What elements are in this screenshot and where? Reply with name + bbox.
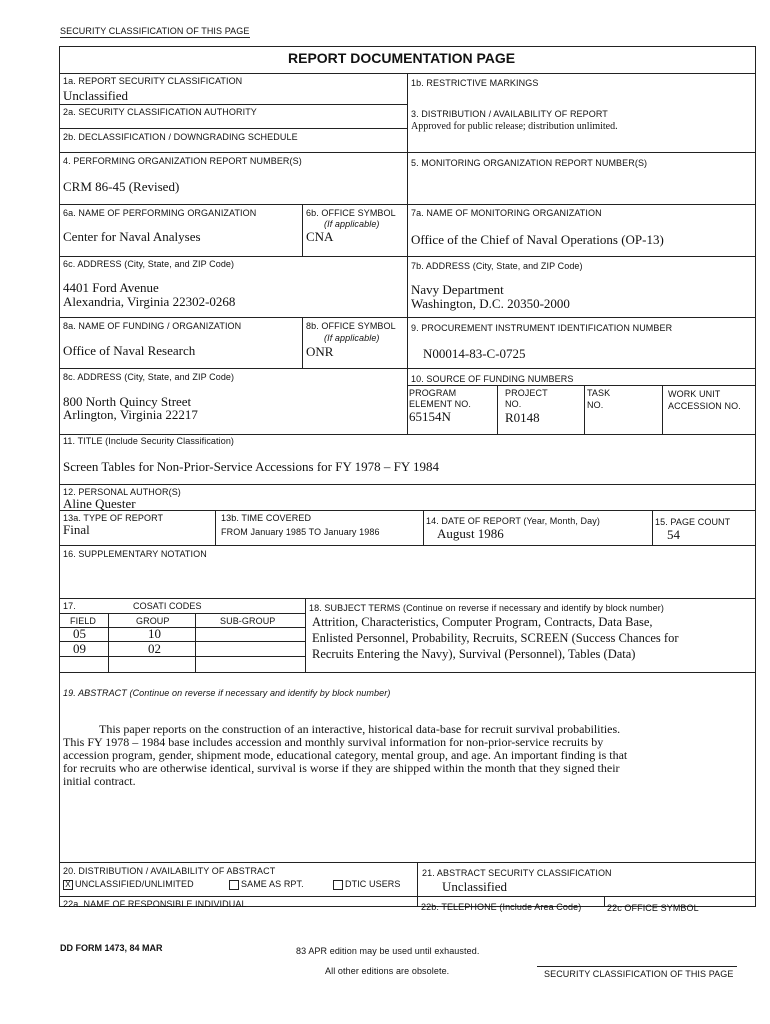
b10-work-l1: WORK UNIT (668, 389, 721, 399)
b19-line5: initial contract. (63, 774, 136, 788)
footer-note-1: 83 APR edition may be used until exhausted. (296, 946, 480, 956)
b20-option-same-as-rpt[interactable] (229, 879, 304, 890)
frame-right (755, 46, 756, 906)
divider (60, 37, 250, 38)
b7b-label: 7b. ADDRESS (City, State, and ZIP Code) (411, 261, 583, 271)
b17-col-field: FIELD (70, 616, 97, 626)
b19-label: 19. ABSTRACT (Continue on reverse if necessary and identify by block number) (63, 688, 391, 698)
b6b-sub: (If applicable) (324, 219, 380, 229)
divider (537, 966, 737, 967)
b1a-label: 1a. REPORT SECURITY CLASSIFICATION (63, 76, 243, 86)
b17-row1-group: 10 (148, 626, 161, 641)
checkbox-icon[interactable] (333, 880, 343, 890)
b10-project-l1: PROJECT (505, 388, 548, 398)
b8b-value: ONR (306, 344, 334, 359)
b6c-line1: 4401 Ford Avenue (63, 280, 159, 295)
b8a-value: Office of Naval Research (63, 343, 196, 358)
b20-opt3-label: DTIC USERS (345, 879, 401, 889)
b8a-label: 8a. NAME OF FUNDING / ORGANIZATION (63, 321, 242, 331)
b6a-label: 6a. NAME OF PERFORMING ORGANIZATION (63, 208, 257, 218)
checkbox-icon[interactable] (229, 880, 239, 890)
b2a-label: 2a. SECURITY CLASSIFICATION AUTHORITY (63, 107, 257, 117)
b19-line4: for recruits who are otherwise identical, survival is worse if they are shipped within the month that they signed their (63, 761, 620, 775)
b21-label: 21. ABSTRACT SECURITY CLASSIFICATION (422, 868, 612, 878)
b20-label: 20. DISTRIBUTION / AVAILABILITY OF ABSTRACT (63, 866, 276, 876)
b4-value: CRM 86-45 (Revised) (63, 179, 180, 194)
b18-line2: Enlisted Personnel, Probability, Recruits, SCREEN (Success Chances for (312, 631, 679, 645)
b10-label: 10. SOURCE OF FUNDING NUMBERS (411, 374, 574, 384)
b7b-line1: Navy Department (411, 282, 504, 297)
frame-left (59, 46, 60, 906)
b11-value: Screen Tables for Non-Prior-Service Accessions for FY 1978 – FY 1984 (63, 459, 440, 474)
b5-label: 5. MONITORING ORGANIZATION REPORT NUMBER(S) (411, 158, 648, 168)
b10-task-l1: TASK (587, 388, 611, 398)
b14-value: August 1986 (437, 526, 504, 541)
b6b-label: 6b. OFFICE SYMBOL (306, 208, 396, 218)
b8b-label: 8b. OFFICE SYMBOL (306, 321, 396, 331)
b8b-sub: (If applicable) (324, 333, 380, 343)
frame-top (59, 46, 756, 47)
b12-label: 12. PERSONAL AUTHOR(S) (63, 487, 181, 497)
b13a-label: 13a. TYPE OF REPORT (63, 513, 164, 523)
b22b-label: 22b. TELEPHONE (Include Area Code) (421, 902, 582, 912)
b14-label: 14. DATE OF REPORT (Year, Month, Day) (426, 516, 600, 526)
b10-program-l2: ELEMENT NO. (409, 399, 471, 409)
b20-opt2-label: SAME AS RPT. (241, 879, 304, 889)
b19-line2: This FY 1978 – 1984 base includes accession and monthly survival information for non-prior-service recruits by (63, 735, 604, 749)
b6c-line2: Alexandria, Virginia 22302-0268 (63, 294, 236, 309)
b17-col-subgroup: SUB-GROUP (220, 616, 276, 626)
b7a-value: Office of the Chief of Naval Operations (OP-13) (411, 232, 664, 247)
b18-label: 18. SUBJECT TERMS (Continue on reverse if necessary and identify by block number) (309, 603, 664, 613)
b2b-label: 2b. DECLASSIFICATION / DOWNGRADING SCHEDULE (63, 132, 298, 142)
b10-program-l1: PROGRAM (409, 388, 457, 398)
b12-value: Aline Quester (63, 496, 136, 511)
header-security-classification: SECURITY CLASSIFICATION OF THIS PAGE (60, 26, 250, 36)
b17-col-group: GROUP (136, 616, 170, 626)
b18-line1: Attrition, Characteristics, Computer Program, Contracts, Data Base, (312, 615, 653, 629)
b15-label: 15. PAGE COUNT (655, 517, 731, 527)
b22c-label: 22c OFFICE SYMBOL (607, 903, 699, 913)
b17-number: 17. (63, 601, 76, 611)
b6c-label: 6c. ADDRESS (City, State, and ZIP Code) (63, 259, 235, 269)
b4-label: 4. PERFORMING ORGANIZATION REPORT NUMBER(S) (63, 156, 302, 166)
b9-value: N00014-83-C-0725 (423, 346, 526, 361)
b19-line1: This paper reports on the construction of an interactive, historical data-base for recruit survival probabilities. (99, 722, 621, 736)
b10-program-value: 65154N (409, 409, 451, 424)
b17-title: COSATI CODES (133, 601, 202, 611)
b10-project-value: R0148 (505, 410, 540, 425)
b19-line3: accession program, gender, shipment mode, educational category, mental group, and age. An important finding is that (63, 748, 628, 762)
b1b-label: 1b. RESTRICTIVE MARKINGS (411, 78, 539, 88)
page-title: REPORT DOCUMENTATION PAGE (288, 50, 516, 66)
b13a-value: Final (63, 522, 90, 537)
footer-note-2: All other editions are obsolete. (325, 966, 450, 976)
b3-label: 3. DISTRIBUTION / AVAILABILITY OF REPORT (411, 109, 608, 119)
b9-label: 9. PROCUREMENT INSTRUMENT IDENTIFICATION NUMBER (411, 323, 673, 333)
b6a-value: Center for Naval Analyses (63, 229, 201, 244)
checkbox-checked-icon[interactable]: X (63, 880, 73, 890)
b7a-label: 7a. NAME OF MONITORING ORGANIZATION (411, 208, 602, 218)
b13b-value: FROM January 1985 TO January 1986 (221, 527, 380, 537)
b6b-value: CNA (306, 229, 334, 244)
b10-task-l2: NO. (587, 400, 604, 410)
b22a-label: 22a. NAME OF RESPONSIBLE INDIVIDUAL (63, 899, 247, 909)
b8c-label: 8c. ADDRESS (City, State, and ZIP Code) (63, 372, 235, 382)
b20-option-unclassified[interactable] (63, 879, 194, 890)
b8c-line1: 800 North Quincy Street (63, 394, 192, 409)
b18-line3: Recruits Entering the Navy), Survival (Personnel), Tables (Data) (312, 647, 636, 661)
b8c-line2: Arlington, Virginia 22217 (63, 407, 198, 422)
b10-project-l2: NO. (505, 399, 522, 409)
b15-value: 54 (667, 527, 680, 542)
b17-row2-field: 09 (73, 641, 86, 656)
b16-label: 16. SUPPLEMENTARY NOTATION (63, 549, 207, 559)
b7b-line2: Washington, D.C. 20350-2000 (411, 296, 570, 311)
b10-work-l2: ACCESSION NO. (668, 401, 741, 411)
b13b-label: 13b. TIME COVERED (221, 513, 312, 523)
b20-opt1-label: UNCLASSIFIED/UNLIMITED (75, 879, 194, 889)
b3-value: Approved for public release; distribution unlimited. (411, 121, 618, 132)
b11-label: 11. TITLE (Include Security Classification) (63, 436, 235, 446)
b1a-value: Unclassified (63, 88, 128, 103)
footer-security-classification: SECURITY CLASSIFICATION OF THIS PAGE (544, 969, 734, 979)
b21-value: Unclassified (442, 879, 507, 894)
b17-row1-field: 05 (73, 626, 86, 641)
b20-option-dtic-users[interactable] (333, 879, 401, 890)
b17-row2-group: 02 (148, 641, 161, 656)
footer-form-number: DD FORM 1473, 84 MAR (60, 943, 163, 953)
